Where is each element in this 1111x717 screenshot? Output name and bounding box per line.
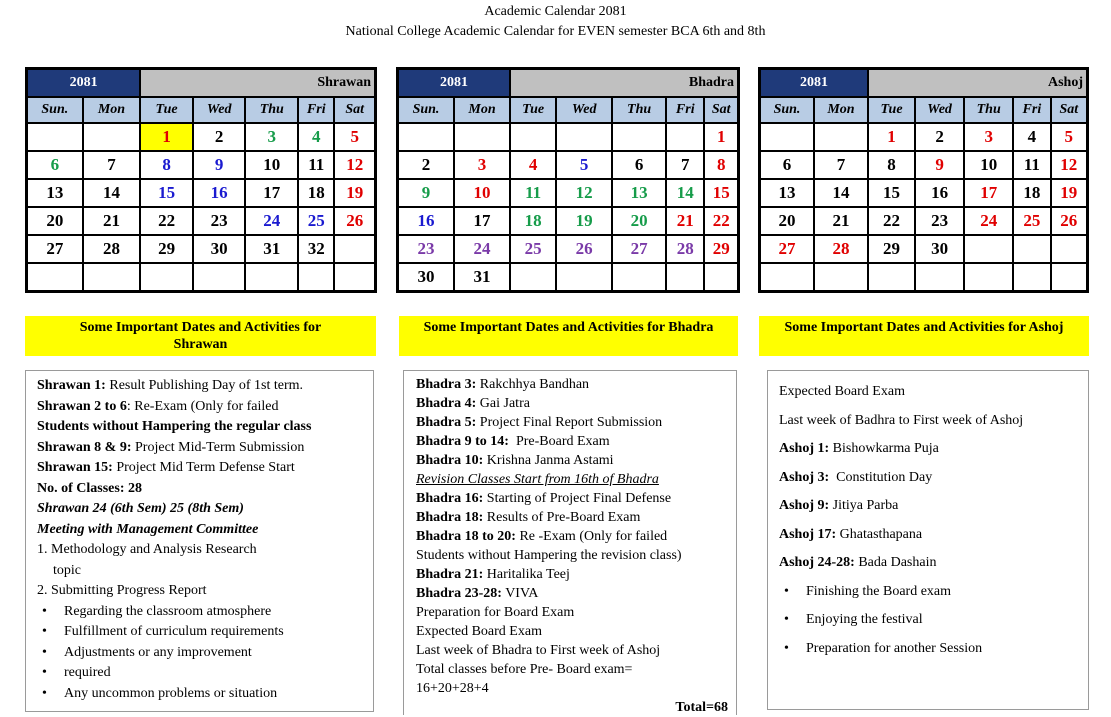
total-classes: Total=68 [675, 700, 728, 715]
date-cell: 25 [510, 235, 556, 263]
date-cell: 30 [193, 235, 246, 263]
bullet-item: • Any uncommon problems or situation [37, 684, 373, 705]
date-cell [193, 263, 246, 291]
bullet-item: • Enjoying the festival [779, 606, 1088, 635]
calendar-month: Shrawan [140, 69, 375, 97]
date-cell [666, 123, 704, 151]
date-cell: 3 [245, 123, 298, 151]
date-cell [556, 123, 612, 151]
day-name: Mon [814, 97, 868, 123]
bullet-item: • Adjustments or any improvement [37, 643, 373, 664]
date-cell: 16 [915, 179, 964, 207]
date-cell: 5 [1051, 123, 1087, 151]
date-cell [760, 123, 814, 151]
date-cell: 22 [140, 207, 193, 235]
banner-shrawan: Some Important Dates and Activities for Shrawan [25, 316, 376, 356]
note-line: Last week of Bhadra to First week of Ashoj [416, 643, 661, 658]
note-line: 1. Methodology and Analysis Research [37, 542, 257, 557]
date-cell: 14 [83, 179, 141, 207]
note-line: Bhadra 4: Gai Jatra [416, 396, 530, 411]
date-cell: 12 [556, 179, 612, 207]
date-cell: 24 [964, 207, 1013, 235]
note-line: Expected Board Exam [779, 384, 905, 399]
note-line: Shrawan 1: Result Publishing Day of 1st term. [37, 378, 304, 393]
note-line: Bhadra 21: Haritalika Teej [416, 567, 570, 582]
date-cell: 2 [915, 123, 964, 151]
date-cell: 11 [298, 151, 334, 179]
date-cell: 4 [1013, 123, 1050, 151]
date-cell [398, 123, 454, 151]
day-name: Sat [1051, 97, 1087, 123]
date-cell: 13 [27, 179, 83, 207]
date-cell [1013, 235, 1050, 263]
date-cell: 12 [334, 151, 375, 179]
calendar-month: Ashoj [868, 69, 1087, 97]
date-cell: 15 [868, 179, 915, 207]
date-cell [1013, 263, 1050, 291]
date-cell: 11 [510, 179, 556, 207]
date-cell [334, 235, 375, 263]
day-name: Thu [245, 97, 298, 123]
note-line: Preparation for Board Exam [416, 605, 575, 620]
date-cell [915, 263, 964, 291]
date-cell: 30 [398, 263, 454, 291]
calendar-year: 2081 [398, 69, 510, 97]
date-cell: 18 [510, 207, 556, 235]
date-cell: 1 [140, 123, 193, 151]
date-cell: 6 [27, 151, 83, 179]
note-line: Bhadra 3: Rakchhya Bandhan [416, 377, 590, 392]
date-cell: 32 [298, 235, 334, 263]
date-cell: 8 [140, 151, 193, 179]
note-line: Students without Hampering the regular class [37, 419, 312, 434]
day-name: Tue [140, 97, 193, 123]
bullet-item: • Fulfillment of curriculum requirements [37, 622, 373, 643]
date-cell: 29 [868, 235, 915, 263]
date-cell [245, 263, 298, 291]
note-line: 2. Submitting Progress Report [37, 583, 207, 598]
date-cell [140, 263, 193, 291]
date-cell [814, 123, 868, 151]
date-cell: 9 [915, 151, 964, 179]
note-line: Meeting with Management Committee [37, 521, 259, 537]
note-line: Ashoj 17: Ghatasthapana [779, 526, 923, 542]
day-name: Wed [556, 97, 612, 123]
date-cell: 18 [1013, 179, 1050, 207]
date-cell: 3 [454, 151, 510, 179]
day-name: Tue [510, 97, 556, 123]
note-line: Bhadra 9 to 14: Pre-Board Exam [416, 434, 610, 449]
calendar-bhadra [396, 67, 740, 293]
date-cell [1051, 263, 1087, 291]
day-name: Thu [612, 97, 666, 123]
note-line: Ashoj 9: Jitiya Parba [779, 498, 899, 513]
bullet-item: • required [37, 663, 373, 684]
date-cell: 18 [298, 179, 334, 207]
date-cell: 26 [1051, 207, 1087, 235]
date-cell: 17 [964, 179, 1013, 207]
date-cell: 24 [454, 235, 510, 263]
date-cell [27, 123, 83, 151]
page-title: Academic Calendar 2081 [484, 4, 627, 19]
day-name: Thu [964, 97, 1013, 123]
date-cell: 14 [814, 179, 868, 207]
date-cell: 3 [964, 123, 1013, 151]
date-cell [814, 263, 868, 291]
date-cell [556, 263, 612, 291]
date-cell: 23 [398, 235, 454, 263]
day-name: Fri [666, 97, 704, 123]
date-cell [964, 263, 1013, 291]
date-cell: 26 [556, 235, 612, 263]
note-line: Expected Board Exam [416, 624, 542, 639]
day-name: Mon [454, 97, 510, 123]
banner-ashoj: Some Important Dates and Activities for Ashoj [759, 316, 1089, 356]
date-cell [298, 263, 334, 291]
date-cell: 22 [704, 207, 738, 235]
date-cell: 24 [245, 207, 298, 235]
notes-bhadra [403, 370, 737, 715]
date-cell: 29 [704, 235, 738, 263]
day-name: Tue [868, 97, 915, 123]
date-cell: 15 [140, 179, 193, 207]
note-line: Shrawan 24 (6th Sem) 25 (8th Sem) [37, 501, 244, 516]
date-cell: 17 [454, 207, 510, 235]
date-cell: 9 [398, 179, 454, 207]
date-cell: 2 [398, 151, 454, 179]
bullet-item: • Preparation for another Session [779, 635, 1088, 664]
date-cell: 17 [245, 179, 298, 207]
note-line: Shrawan 2 to 6: Re-Exam (Only for failed [37, 398, 279, 414]
date-cell: 31 [245, 235, 298, 263]
date-cell: 10 [964, 151, 1013, 179]
calendar-shrawan [25, 67, 377, 293]
date-cell: 7 [83, 151, 141, 179]
day-name: Mon [83, 97, 141, 123]
note-line: Shrawan 8 & 9: Project Mid-Term Submission [37, 439, 305, 455]
date-cell: 23 [193, 207, 246, 235]
note-line: No. of Classes: 28 [37, 480, 142, 496]
date-cell: 5 [556, 151, 612, 179]
note-line: topic [53, 562, 81, 578]
note-line: 16+20+28+4 [416, 681, 489, 696]
day-name: Sun. [27, 97, 83, 123]
note-line: Total classes before Pre- Board exam= [416, 662, 633, 677]
note-line: Ashoj 1: Bishowkarma Puja [779, 441, 939, 456]
date-cell: 6 [612, 151, 666, 179]
date-cell: 10 [454, 179, 510, 207]
date-cell [510, 123, 556, 151]
date-cell: 27 [760, 235, 814, 263]
date-cell: 27 [612, 235, 666, 263]
date-cell: 26 [334, 207, 375, 235]
date-cell: 23 [915, 207, 964, 235]
date-cell [612, 263, 666, 291]
page-subtitle: National College Academic Calendar for EVEN semester BCA 6th and 8th [345, 24, 766, 39]
date-cell: 27 [27, 235, 83, 263]
day-name: Fri [298, 97, 334, 123]
bullet-item: • Finishing the Board exam [779, 578, 1088, 607]
date-cell [83, 263, 141, 291]
date-cell: 25 [1013, 207, 1050, 235]
date-cell [83, 123, 141, 151]
date-cell [27, 263, 83, 291]
date-cell: 21 [814, 207, 868, 235]
date-cell: 11 [1013, 151, 1050, 179]
date-cell [454, 123, 510, 151]
date-cell: 20 [27, 207, 83, 235]
note-line: Shrawan 15: Project Mid Term Defense Start [37, 460, 295, 475]
date-cell: 19 [1051, 179, 1087, 207]
date-cell: 25 [298, 207, 334, 235]
date-cell: 20 [760, 207, 814, 235]
date-cell: 28 [666, 235, 704, 263]
note-line: Bhadra 16: Starting of Project Final Defense [416, 491, 672, 506]
date-cell [612, 123, 666, 151]
note-line: Bhadra 5: Project Final Report Submission [416, 415, 663, 430]
date-cell: 8 [704, 151, 738, 179]
calendar-year: 2081 [27, 69, 140, 97]
date-cell: 13 [760, 179, 814, 207]
note-line: Students without Hampering the revision class) [416, 548, 682, 563]
notes-ashoj [767, 370, 1089, 710]
date-cell [1051, 235, 1087, 263]
notes-shrawan [25, 370, 374, 712]
date-cell: 29 [140, 235, 193, 263]
note-line: Ashoj 24-28: Bada Dashain [779, 555, 937, 570]
date-cell: 8 [868, 151, 915, 179]
date-cell: 9 [193, 151, 246, 179]
date-cell: 1 [704, 123, 738, 151]
date-cell: 12 [1051, 151, 1087, 179]
date-cell: 16 [398, 207, 454, 235]
date-cell [868, 263, 915, 291]
note-line: Bhadra 18: Results of Pre-Board Exam [416, 510, 641, 525]
date-cell: 13 [612, 179, 666, 207]
note-line: Revision Classes Start from 16th of Bhadra [416, 472, 659, 487]
note-line: Bhadra 18 to 20: Re -Exam (Only for failed [416, 529, 668, 544]
date-cell: 21 [83, 207, 141, 235]
day-name: Wed [915, 97, 964, 123]
day-name: Wed [193, 97, 246, 123]
date-cell: 31 [454, 263, 510, 291]
date-cell [964, 235, 1013, 263]
date-cell [334, 263, 375, 291]
date-cell [666, 263, 704, 291]
date-cell: 28 [814, 235, 868, 263]
date-cell: 30 [915, 235, 964, 263]
date-cell [510, 263, 556, 291]
day-name: Sun. [760, 97, 814, 123]
calendar-ashoj [758, 67, 1089, 293]
date-cell [704, 263, 738, 291]
note-line: Bhadra 23-28: VIVA [416, 586, 539, 601]
date-cell: 5 [334, 123, 375, 151]
date-cell: 7 [666, 151, 704, 179]
date-cell: 10 [245, 151, 298, 179]
note-line: Last week of Badhra to First week of Ashoj [779, 412, 1024, 428]
calendar-month: Bhadra [510, 69, 738, 97]
date-cell: 7 [814, 151, 868, 179]
calendar-year: 2081 [760, 69, 868, 97]
date-cell: 1 [868, 123, 915, 151]
note-line: Ashoj 3: Constitution Day [779, 469, 933, 485]
date-cell: 21 [666, 207, 704, 235]
date-cell: 4 [298, 123, 334, 151]
note-line: Bhadra 10: Krishna Janma Astami [416, 453, 614, 468]
date-cell: 14 [666, 179, 704, 207]
day-name: Sat [334, 97, 375, 123]
day-name: Fri [1013, 97, 1050, 123]
date-cell: 6 [760, 151, 814, 179]
banner-bhadra: Some Important Dates and Activities for Bhadra [399, 316, 738, 356]
date-cell: 4 [510, 151, 556, 179]
date-cell: 19 [556, 207, 612, 235]
date-cell: 16 [193, 179, 246, 207]
day-name: Sat [704, 97, 738, 123]
date-cell: 20 [612, 207, 666, 235]
date-cell: 22 [868, 207, 915, 235]
date-cell: 28 [83, 235, 141, 263]
bullet-item: • Regarding the classroom atmosphere [37, 602, 373, 623]
day-name: Sun. [398, 97, 454, 123]
date-cell: 19 [334, 179, 375, 207]
date-cell: 15 [704, 179, 738, 207]
date-cell [760, 263, 814, 291]
date-cell: 2 [193, 123, 246, 151]
